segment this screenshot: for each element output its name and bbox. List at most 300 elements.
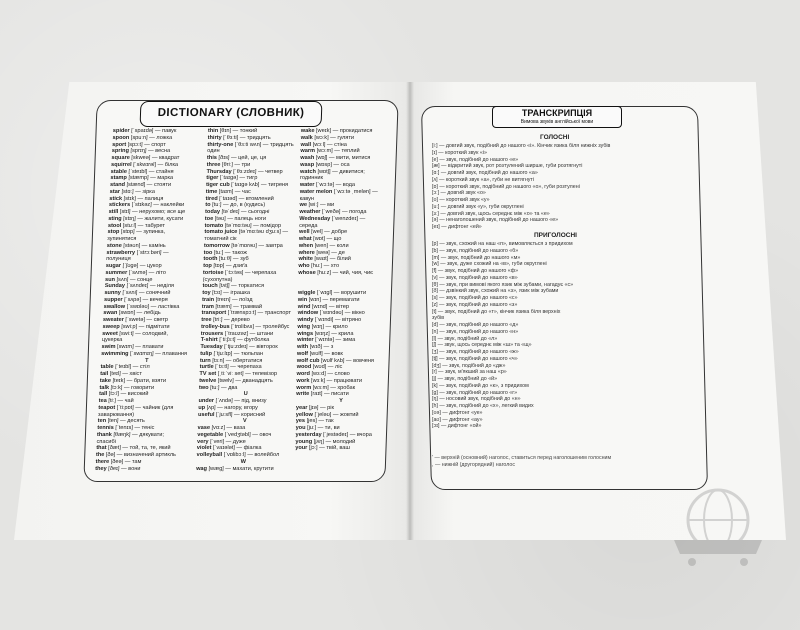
dictionary-translation: [taɪm] — час [218,188,251,195]
dictionary-word: tomato juice [204,229,239,236]
dictionary-entry [99,391,191,398]
dictionary-translation: [ˈwɪɡl] — ворушити [316,290,367,296]
dictionary-translation: [təˈmɒrəʊ] — завтра [231,242,283,249]
dictionary-translation: [ˈskwɪrəl] — білка [133,161,179,168]
dictionary-translation: [tuː] — до, в (кудись) [212,202,266,209]
dictionary-translation: [ˈteɪbl] — стіл [114,364,150,371]
dictionary-word: tennis [97,425,116,431]
dictionary-entry [300,142,390,149]
dictionary-word: tail [99,371,110,377]
dictionary-entry [297,324,387,331]
dictionary-word: thirty [207,134,224,141]
consonant-line: [t] — звук, подібний до «т», кінчик язика біля верхніх [432,308,561,315]
dictionary-word: up [198,404,207,411]
dictionary-entry [296,405,386,412]
dictionary-entry [106,263,198,270]
vowel-line: [ɑː] — довгий звук, подібний до нашого «а» [432,170,538,176]
dictionary-translation: [ˈvedʒtəbl] — овоч [224,431,272,438]
dictionary-word: water melon [299,188,334,195]
dictionary-translation: [ˈwenzdeɪ] — [331,215,366,222]
dictionary-translation: [stɪŋ] — жалити, кусати [123,215,184,222]
dictionary-word: who [298,263,312,269]
dictionary-column-2 [196,128,302,472]
dictionary-entry [204,223,298,230]
dictionary-entry [298,263,388,270]
dictionary-entry [202,304,296,311]
vowel-line: [æ] — відкритий звук, рот розтулений ширше, губи розтягнуті [432,163,583,170]
dictionary-word: swimming [101,350,131,357]
dictionary-translation: [juː] — ти, ви [307,425,340,431]
consonants-list [432,241,700,430]
dictionary-translation: [twelv] — дванадцять [217,377,273,384]
dictionary-translation: [jɔː] — твій, ваш [308,445,350,452]
dictionary-translation: [raɪt] — писати [310,391,349,398]
dictionary-word: Sunday [104,283,127,290]
dictionary-word: win [297,296,309,303]
dictionary-word: table [100,364,116,371]
dictionary-word: trousers [200,330,225,337]
transcription-title: ТРАНСКРИПЦІЯ [521,108,593,118]
dictionary-translation: [ðɪs] — цей, це, ця [218,155,267,161]
dictionary-entry [104,290,196,297]
dictionary-word: sugar [105,263,123,269]
dictionary-entry [205,202,299,209]
dictionary-entry [297,331,387,338]
dictionary-letter-heading: W [240,458,247,465]
dictionary-entry [103,304,195,311]
consonant-line: [j] — звук, подібний до «й» [432,376,498,382]
consonant-line: [g] — звук, подібний до нашого «г» [432,389,518,396]
dictionary-entry [299,223,389,230]
dictionary-translation: (сухопутна) [202,276,233,283]
consonant-line: [tʃ] — звук, подібний до нашого «ч» [432,355,518,362]
dictionary-translation: [ˈtjuːlɪp] — тюльпан [213,350,264,357]
dictionary-entry [197,432,291,439]
dictionary-word: sun [104,276,117,283]
dictionary-translation: [ˈsteɪbl] — стайня [128,168,174,175]
dictionary-word: they [95,465,109,472]
dictionary-translation: [təˈmɑːtəʊ dʒuːs] — [238,229,289,236]
dictionary-entry [202,290,296,297]
dictionary-translation: [θæŋk] — дякувати; [113,431,165,438]
dictionary-translation: заварювання) [97,411,135,418]
dictionary-word: top [203,263,214,269]
consonant-line: [k] — звук, подібний до «к», з придихом [432,382,529,389]
dictionary-word: wood [296,364,313,371]
consonant-line: [ʃ] — звук, щось середнє між «ш» та «щ» [432,342,532,349]
dictionary-word: walk [300,134,315,141]
dictionary-translation: [ˈtenɪs] — теніс [115,425,155,431]
dictionary-word: yes [295,418,307,425]
dictionary-entry [201,324,295,331]
dictionary-entry [296,418,386,425]
dictionary-entry [200,337,294,344]
dictionary-word: supper [103,296,125,303]
dictionary-entry [105,270,197,277]
vowel-line: [ɒ] — короткий звук, подібний до нашого «о», губи розтулені [432,183,580,190]
dictionary-translation: [ˈtaɪəd] — втомлений [219,195,274,202]
consonant-line: [aʊ] — дифтонг «ау» [432,416,483,423]
dictionary-word: sweater [102,317,126,323]
dictionary-word: turn [199,357,213,364]
dictionary-word: stick [109,195,124,202]
dictionary-word: spider [112,128,132,134]
dictionary-entry [101,351,193,358]
dictionary-word: wind [297,303,313,310]
dictionary-translation: [sʌn] — сонце [116,276,153,283]
dictionary-translation: [wɔːm] — теплий [316,148,360,155]
dictionary-word: your [295,445,309,452]
consonant-line: [s] — звук, подібний до нашого «с» [432,295,518,301]
dictionary-entry [109,196,201,203]
dictionary-word: Tuesday [200,344,225,350]
dictionary-translation: [ˈtaɪɡə] — тигр [219,175,258,182]
dictionary-translation: [təˈdeɪ] — сьогодні [221,209,270,215]
dictionary-entry [198,405,292,412]
dictionary-entry [203,256,297,263]
transcription-subtitle: Вимова звуків англійської мови [520,119,594,125]
dictionary-entry [206,189,300,196]
dictionary-entry [204,243,298,250]
consonant-line: [ŋ] — носовий звук, подібний до «н» [432,396,521,403]
dictionary-title: DICTIONARY (СЛОВНИК) [140,101,323,127]
dictionary-letter-heading: U [243,391,248,398]
dictionary-entry [296,412,386,419]
vowels-heading: ГОЛОСНІ [540,134,570,141]
dictionary-entry [296,425,386,432]
dictionary-entry [296,371,386,378]
dictionary-entry [299,229,389,236]
dictionary-entry [207,162,301,169]
dictionary-translation: [stəʊn] — камінь [123,242,166,249]
dictionary-entry [200,344,294,351]
dictionary-translation: [stæmp] — марка [128,175,174,182]
dictionary-word: word [296,371,312,377]
dictionary-entry [298,256,388,263]
dictionary-translation: [ˈθɜːti wʌn] — тридцять [234,141,294,148]
dictionary-translation: [tuː] — два [210,384,238,391]
dictionary-word: tree [201,317,214,323]
dictionary-word: to [205,202,213,209]
dictionary-word: worm [296,384,313,391]
dictionary-entry [95,466,187,473]
dictionary-translation: [wʊlf] — вовк [309,350,343,357]
dictionary-word: water [299,182,317,188]
dictionary-entry [98,412,190,419]
dictionary-word: stone [106,242,124,249]
dictionary-word: train [201,296,216,303]
dictionary-translation: [waɪt] — білий [314,256,351,263]
dictionary-letter-heading: V [242,418,247,425]
dictionary-entry [204,229,298,236]
dictionary-word: this [206,155,219,161]
dictionary-translation: годинник [299,175,324,182]
dictionary-entry [298,270,388,277]
dictionary-word: wings [297,330,315,337]
dictionary-translation: [vɑːz] — ваза [211,425,246,431]
dictionary-translation: [jɪə] — рік [308,404,335,411]
dictionary-entry [108,223,200,230]
dictionary-translation: [huː] — хто [311,263,340,269]
consonant-line: [θ] — звук, при вимові якого язик між зубами, нагадує «с» [432,281,574,288]
dictionary-entry [208,128,302,135]
dictionary-entry [202,283,296,290]
dictionary-entry [110,182,202,189]
dictionary-word: the [95,452,106,458]
dictionary-translation: [wɔːk] — гуляти [314,134,355,141]
dictionary-translation: [ˈtiːpɒt] — чайник (для [116,404,174,411]
dictionary-word: stool [107,222,123,229]
dictionary-word: write [296,391,311,398]
dictionary-word: weather [299,209,323,215]
dictionary-entry [297,364,387,371]
dictionary-translation: [wɒt] — що [313,236,342,242]
dictionary-translation: [jʌŋ] — молодий [313,438,356,445]
dictionary-entry [205,196,299,203]
dictionary-word: when [298,242,315,249]
dictionary-translation: [tɔːk] — говорити [110,384,155,391]
footnote-line: ' — верхній (основний) наголос, ставиться перед наголошеним голосним [432,455,612,461]
dictionary-translation: [stɒp] — зупинка, [120,229,166,236]
dictionary-word: thirty-one [207,141,235,148]
dictionary-translation: [ˈwɔːtə] — вода [315,182,356,188]
dictionary-translation: [tɔɪ] — іграшка [212,290,251,296]
dictionary-translation: [ˈvɒlibɔːl] — волейбол [223,452,280,458]
vowel-line: [ʌ] — короткий звук «а», губи не витягнуті [432,176,535,183]
dictionary-translation: [ˈwɪntə] — зима [315,337,356,344]
dictionary-entry [101,344,193,351]
vowel-line: [uː] — довгий звук «у», губи округлені [432,203,524,210]
dictionary-word: tooth [203,256,220,263]
dictionary-word: stable [110,168,129,175]
dictionary-translation: [ˈjestədeɪ] — вчора [323,431,372,438]
dictionary-word: toe [204,215,215,222]
dictionary-word: three [206,161,223,168]
dictionary-translation: [ˌtiːˈviː set] — телевізор [217,371,278,377]
dictionary-entry [197,445,291,452]
dictionary-translation: [təʊ] — палець ноги [214,215,267,222]
dictionary-entry [208,135,302,142]
consonant-line: [n] — звук, подібний до нашого «н» [432,328,519,335]
book-spine [406,82,414,540]
dictionary-word: thin [207,128,220,134]
dictionary-entry [108,209,200,216]
dictionary-entry [199,378,293,385]
dictionary-translation: [wɪŋ] — крило [311,323,348,330]
dictionary-word: wash [300,155,316,161]
dictionary-word: stand [109,182,127,188]
dictionary-translation: [stɪk] — палиця [123,195,164,202]
dictionary-entry [95,459,187,466]
dictionary-word: tortoise [202,269,226,276]
dictionary-translation: [huːz] — чий, чия, чиє [317,269,374,276]
dictionary-word: white [298,256,315,263]
dictionary-translation: [ˈtrɒlibʌs] — тролейбус [231,323,290,330]
consonant-line: [dʒ] — звук, подібний до «дж» [432,362,506,369]
dictionary-word: talk [99,384,111,391]
dictionary-entry [298,290,388,297]
dictionary-entry [201,317,295,324]
dictionary-entry [108,216,200,223]
dictionary-translation: [ˈswɒləʊ] — ластівка [126,303,180,310]
dictionary-word: too [203,249,215,256]
dictionary-entry [103,317,195,324]
consonant-line: [m] — звук, подібний до нашого «м» [432,254,521,261]
dictionary-translation: [təˈmɑːtəʊ] — помідор [224,222,282,229]
dictionary-translation: [stɪl] — нерухомо; все ще [119,209,186,215]
dictionary-word: turtle [199,364,216,371]
dictionary-entry [201,310,295,317]
dictionary-translation: [ˈsʌni] — сонячний [122,290,171,296]
dictionary-word: stop [107,229,122,236]
dictionary-word: wall [300,141,313,148]
dictionary-translation: [tiː] — чай [108,398,134,404]
dictionary-entry [197,425,291,432]
dictionary-entry [203,277,297,284]
dictionary-translation: [wɜːk] — працювати [310,377,363,384]
dictionary-entry [296,391,386,398]
dictionary-entry [107,243,199,250]
dictionary-entry [109,202,201,209]
dictionary-word: sunny [104,290,123,296]
dictionary-column-1 [95,128,205,472]
dictionary-word: stickers [108,202,132,209]
dictionary-word: tall [98,391,109,398]
dictionary-word: work [296,377,312,384]
dictionary-entry [199,385,293,392]
dictionary-entry [205,216,299,223]
dictionary-translation: [wæɡ] — махати, крутити [208,465,274,472]
dictionary-translation: [ðeə] — там [110,458,142,465]
vowel-line: [ɔː] — довгий звук «о» [432,190,486,197]
dictionary-entry [100,378,192,385]
dictionary-word: wing [297,323,312,330]
vowel-line: [iː] — довгий звук, подібний до нашого «і». Кінчик язика біля нижніх зубів [432,143,611,149]
dictionary-entry [207,142,301,149]
consonant-line: [d] — звук, подібний до нашого «д» [432,322,519,328]
consonant-line: [ʊə] — дифтонг «уе» [432,409,483,416]
dictionary-translation: [wen] — коли [314,242,349,249]
dictionary-entry [102,337,194,344]
dictionary-translation: [tʌtʃ] — торкатися [219,283,265,290]
dictionary-word: tiger [206,175,221,182]
dictionary-entry [295,439,385,446]
dictionary-entry [107,229,199,236]
stress-footnotes [432,455,692,469]
dictionary-word: yesterday [295,431,324,438]
dictionary-word: time [205,188,219,195]
dictionary-word: yellow [295,411,315,418]
transcription-title-box [492,106,622,128]
dictionary-entry [200,358,294,365]
consonant-line: [p] — звук, схожий на наш «п», вимовляється з придихом [432,241,573,247]
consonant-line: [r] — звук, м'якший за наш «р» [432,369,507,376]
dictionary-word: swan [103,310,120,317]
dictionary-word: where [298,249,317,256]
dictionary-word: tiger cub [205,182,232,188]
dictionary-translation: [weə] — де [316,249,345,256]
dictionary-entry [198,398,292,405]
dictionary-word: spoon [112,134,132,141]
dictionary-translation: [ˈwɪndi] — вітряно [314,317,362,323]
dictionary-translation: [teɪl] — хвіст [109,371,143,377]
dictionary-entry [203,270,297,277]
dictionary-translation: [ˈtɜːtl] — черепаха [215,364,262,371]
dictionary-word: sting [108,215,124,222]
dictionary-translation: [stuːl] — табурет [122,222,166,229]
dictionary-word: strawberry [106,249,137,256]
dictionary-translation: [wɪnd] — вітер [311,303,350,310]
dictionary-word: transport [201,310,228,317]
dictionary-translation: [wiː] — ми [308,202,335,209]
dictionary-translation: [ˈtrænspɔːt] — транспорт [227,310,292,317]
dictionary-word: useful [197,411,217,418]
dictionary-entry [298,297,388,304]
dictionary-word: swim [101,344,118,350]
dictionary-entry [200,351,294,358]
dictionary-word: winter [297,337,316,344]
dictionary-word: trolley-bus [200,323,232,330]
dictionary-entry [299,250,389,257]
dictionary-word: T-shirt [200,337,220,344]
dictionary-entry [96,439,188,446]
dictionary-word: windy [297,317,315,323]
dictionary-entry [196,466,290,473]
dictionary-word: still [108,209,120,215]
dictionary-word: stamp [110,175,129,182]
dictionary-entry [297,351,387,358]
dictionary-word: wiggle [297,290,317,296]
dictionary-translation: зупинятися [107,236,137,242]
dictionary-translation: [tuː] — також [213,249,247,256]
dictionary-translation: [ʌp] — нагору, вгору [206,404,258,411]
dictionary-translation: [ˈveri] — дуже [210,438,246,445]
dictionary-translation: [ˈswetə] — светр [125,317,169,323]
dictionary-entry [113,128,205,135]
dictionary-translation: томатний сік [204,236,237,242]
dictionary-entry [206,175,300,182]
consonant-line: зубів [432,315,445,322]
dictionary-entry [206,182,300,189]
dictionary-word: sweep [102,323,122,330]
dictionary-word: TV set [199,371,218,377]
dictionary-word: spring [111,148,131,155]
dictionary-word: wolf [296,350,310,357]
dictionary-entry [102,324,194,331]
dictionary-entry [296,385,386,392]
dictionary-word: sweet [102,330,120,337]
dictionary-entry [206,169,300,176]
dictionary-entry [199,371,293,378]
dictionary-translation: [ˈweðə] — погода [322,209,367,215]
dictionary-translation: [swiːt] — солодкий, [119,330,169,337]
dictionary-entry [297,344,387,351]
dictionary-entry [300,155,390,162]
dictionary-entry [105,277,197,284]
dictionary-word: volleyball [196,452,224,458]
dictionary-word: young [295,438,314,445]
dictionary-entry [299,243,389,250]
dictionary-word: tired [205,195,220,202]
dictionary-translation: [ˈtraʊzəz] — штани [224,330,274,337]
dictionary-entry [301,135,391,142]
footnote-line: , — нижній (другорядний) наголос [432,462,516,468]
dictionary-translation: [ðæt] — той, та, те, який [107,445,171,452]
dictionary-entry [111,162,203,169]
dictionary-entry [104,297,196,304]
dictionary-word: toy [202,290,213,296]
dictionary-word: squirrel [110,161,134,168]
